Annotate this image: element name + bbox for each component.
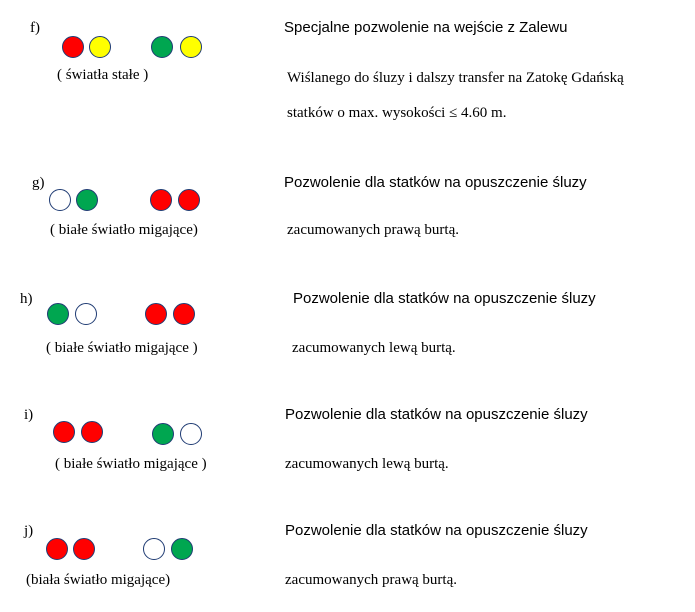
signal-h-note: ( białe światło migające )	[46, 340, 198, 356]
signal-g-desc-1: Pozwolenie dla statków na opuszczenie śluzy	[284, 174, 587, 191]
signal-i-note: ( białe światło migające )	[55, 456, 207, 472]
signal-f-light-3	[151, 36, 173, 58]
signal-f-light-1	[62, 36, 84, 58]
signal-f-desc-1: Specjalne pozwolenie na wejście z Zalewu	[284, 19, 568, 36]
signal-i-light-4	[180, 423, 202, 445]
signal-j-note: (biała światło migające)	[26, 572, 171, 588]
signal-h-light-3	[145, 303, 167, 325]
signal-j-desc-1: Pozwolenie dla statków na opuszczenie śluzy	[285, 522, 588, 539]
signal-h-light-4	[173, 303, 195, 325]
signal-i-desc-2: zacumowanych lewą burtą.	[285, 456, 449, 472]
signal-i-desc-1: Pozwolenie dla statków na opuszczenie śluzy	[285, 406, 588, 423]
signal-f-note: ( światła stałe )	[57, 67, 149, 83]
signal-i-light-2	[81, 421, 103, 443]
signal-i-light-3	[152, 423, 174, 445]
signal-h-letter: h)	[20, 291, 33, 307]
signal-j-light-2	[73, 538, 95, 560]
signal-f-desc-2: Wiślanego do śluzy i dalszy transfer na Zatokę Gdańską	[287, 70, 624, 86]
signal-g-light-2	[76, 189, 98, 211]
signal-g-light-3	[150, 189, 172, 211]
signal-g-note: ( białe światło migające)	[50, 222, 198, 238]
signal-g-desc-2: zacumowanych prawą burtą.	[287, 222, 460, 238]
signal-g-light-1	[49, 189, 71, 211]
signal-j-light-1	[46, 538, 68, 560]
signal-j-light-3	[143, 538, 165, 560]
signal-i-letter: i)	[24, 407, 34, 423]
signal-g-light-4	[178, 189, 200, 211]
signal-h-light-2	[75, 303, 97, 325]
signal-j-desc-2: zacumowanych prawą burtą.	[285, 572, 458, 588]
signal-j-letter: j)	[24, 523, 34, 539]
signal-f-light-4	[180, 36, 202, 58]
signal-f-light-2	[89, 36, 111, 58]
signal-f-letter: f)	[30, 20, 40, 36]
signal-i-light-1	[53, 421, 75, 443]
signal-j-light-4	[171, 538, 193, 560]
signal-f-desc-3: statków o max. wysokości ≤ 4.60 m.	[287, 105, 507, 121]
signal-h-desc-2: zacumowanych lewą burtą.	[292, 340, 456, 356]
signal-h-light-1	[47, 303, 69, 325]
signal-g-letter: g)	[32, 175, 45, 191]
signal-h-desc-1: Pozwolenie dla statków na opuszczenie śluzy	[293, 290, 596, 307]
